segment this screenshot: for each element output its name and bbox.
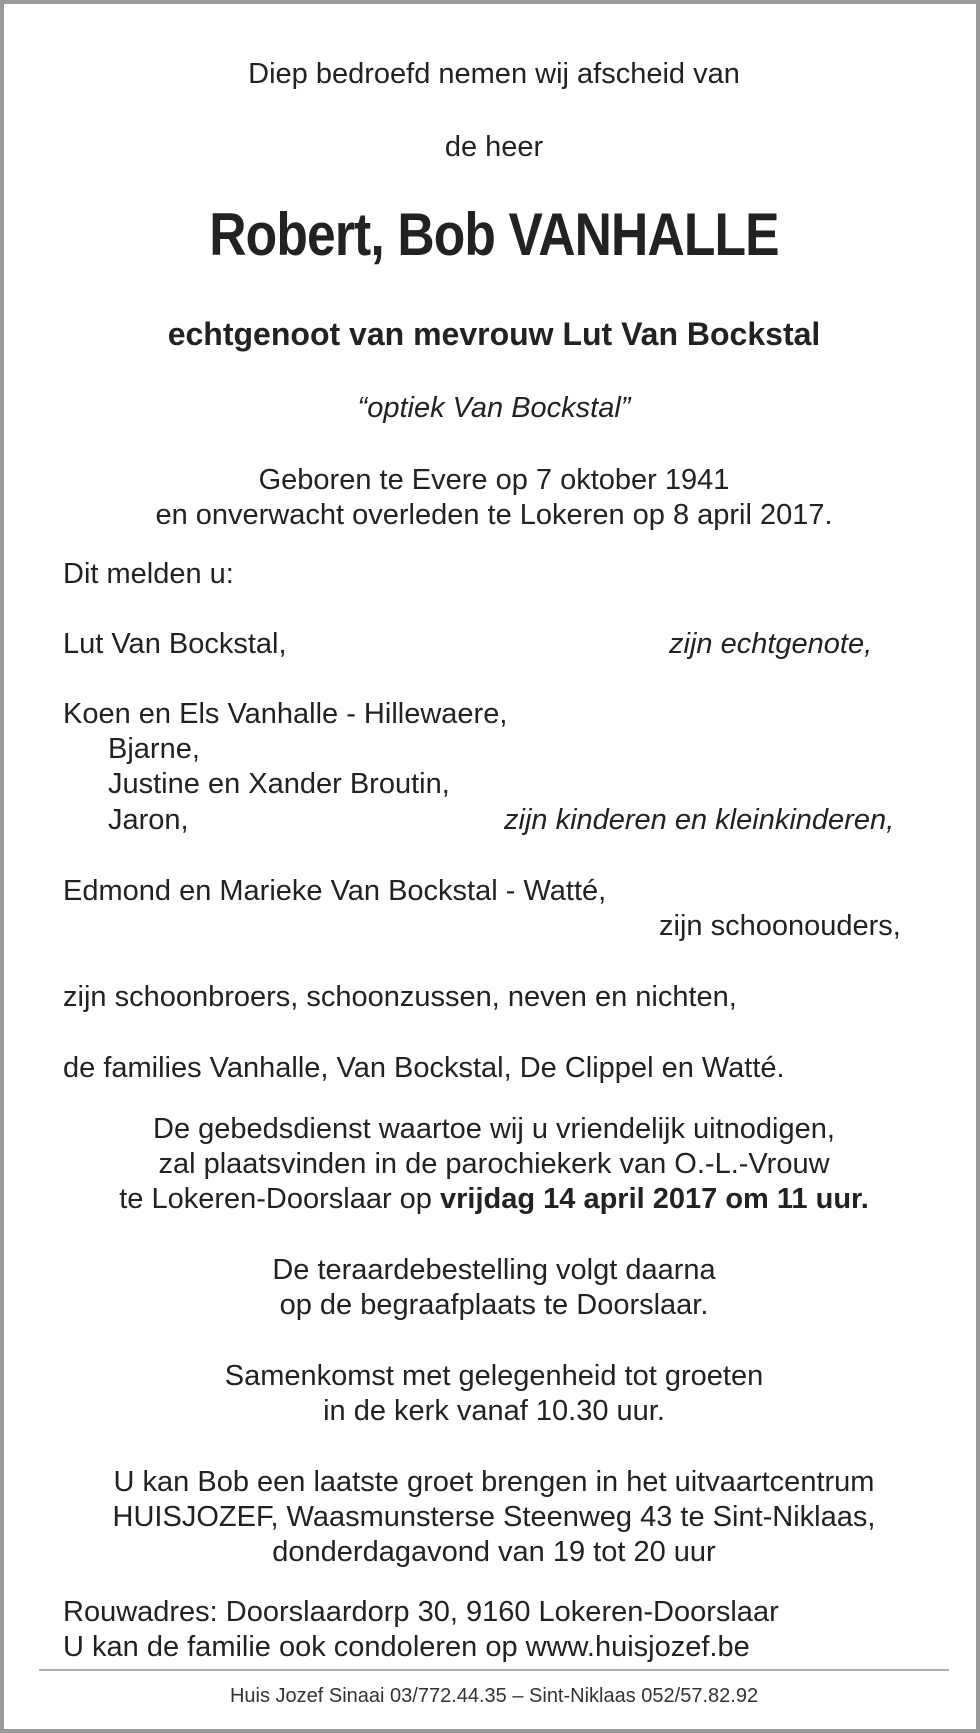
spouse-name: Lut Van Bockstal, [63,628,287,660]
announcement-intro: Dit melden u: [63,558,234,590]
service-datetime: vrijdag 14 april 2017 om 11 uur. [440,1183,869,1215]
footer-contact: Huis Jozef Sinaai 03/772.44.35 – Sint-Niklaas 052/57.82.92 [229,1685,759,1707]
child-family-1: Koen en Els Vanhalle - Hillewaere, [63,698,508,730]
intro-text: Diep bedroefd nemen wij afscheid van [248,58,740,90]
burial-line-2: op de begraafplaats te Doorslaar. [279,1289,709,1321]
spouse-relation: zijn echtgenote, [669,628,873,660]
service-line-3 [4,1182,980,1216]
birth-line: Geboren te Evere op 7 oktober 1941 [258,464,730,496]
service-place: te Lokeren-Doorslaar op [119,1183,432,1215]
burial-line-1: De teraardebestelling volgt daarna [272,1254,716,1286]
gathering-line-1: Samenkomst met gelegenheid tot groeten [224,1360,764,1392]
families-line: de families Vanhalle, Van Bockstal, De Clippel en Watté. [63,1052,785,1084]
inlaws-relation: zijn schoonouders, [659,910,901,942]
gathering-line-2: in de kerk vanaf 10.30 uur. [323,1395,665,1427]
mourning-address: Rouwadres: Doorslaardorp 30, 9160 Lokeren-Doorslaar [63,1596,779,1628]
children-relation: zijn kinderen en kleinkinderen, [504,804,895,836]
condolence-line: U kan de familie ook condoleren op www.huisjozef.be [63,1631,750,1663]
business-name: “optiek Van Bockstal” [357,392,631,424]
title-prefix: de heer [444,131,544,163]
service-line-2: zal plaatsvinden in de parochiekerk van O.-L.-Vrouw [158,1148,830,1180]
death-line: en onverwacht overleden te Lokeren op 8 april 2017. [155,499,833,531]
siblings-line: zijn schoonbroers, schoonzussen, neven en nichten, [63,981,737,1013]
visitation-line-3: donderdagavond van 19 tot 20 uur [272,1536,716,1568]
visitation-line-2: HUISJOZEF, Waasmunsterse Steenweg 43 te Sint-Niklaas, [112,1501,876,1533]
deceased-name: Robert, Bob VANHALLE [209,201,779,268]
grandchild-3: Jaron, [108,804,189,836]
inlaws-name: Edmond en Marieke Van Bockstal - Watté, [63,875,607,907]
footer-divider [39,1669,949,1671]
grandchild-2: Justine en Xander Broutin, [108,768,450,800]
spouse-line: echtgenoot van mevrouw Lut Van Bockstal [167,316,821,352]
service-line-1: De gebedsdienst waartoe wij u vriendelijk uitnodigen, [153,1113,835,1145]
grandchild-1: Bjarne, [108,733,200,765]
visitation-line-1: U kan Bob een laatste groet brengen in het uitvaartcentrum [113,1466,875,1498]
